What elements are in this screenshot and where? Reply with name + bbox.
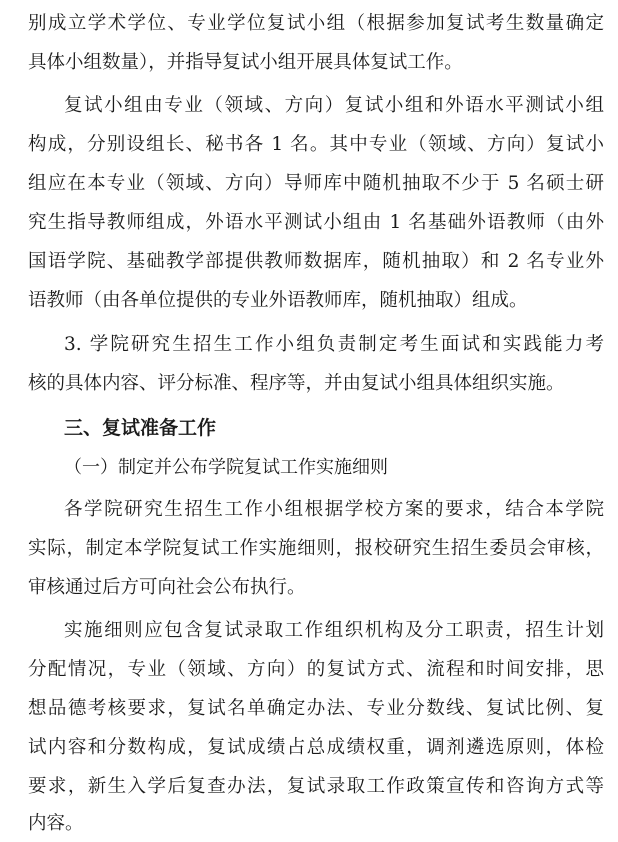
paragraph-line: 别成立学术学位、专业学位复试小组（根据参加复试考生数量确定 bbox=[28, 13, 604, 34]
paragraph-line: 要求，新生入学后复查办法，复试录取工作政策宣传和咨询方式等 bbox=[28, 776, 604, 797]
paragraph-line: 想品德考核要求，复试名单确定办法、专业分数线、复试比例、复 bbox=[28, 698, 604, 719]
paragraph-line: 各学院研究生招生工作小组根据学校方案的要求，结合本学院 bbox=[64, 499, 604, 520]
subsection-heading: （一）制定并公布学院复试工作实施细则 bbox=[64, 457, 388, 478]
paragraph-line: 实际，制定本学院复试工作实施细则，报校研究生招生委员会审核， bbox=[28, 538, 604, 559]
paragraph-line: 复试小组由专业（领域、方向）复试小组和外语水平测试小组 bbox=[64, 95, 604, 116]
paragraph-line: 分配情况，专业（领域、方向）的复试方式、流程和时间安排，思 bbox=[28, 659, 604, 680]
section-heading: 三、复试准备工作 bbox=[64, 417, 217, 439]
paragraph-line: 3. 学院研究生招生工作小组负责制定考生面试和实践能力考 bbox=[64, 334, 604, 355]
paragraph-line: 国语学院、基础教学部提供教师数据库，随机抽取）和 2 名专业外 bbox=[28, 251, 604, 272]
paragraph-line: 实施细则应包含复试录取工作组织机构及分工职责，招生计划 bbox=[64, 620, 604, 641]
paragraph-line: 究生指导教师组成，外语水平测试小组由 1 名基础外语教师（由外 bbox=[28, 212, 604, 233]
paragraph-line: 内容。 bbox=[28, 813, 84, 834]
paragraph-line: 试内容和分数构成，复试成绩占总成绩权重，调剂遴选原则，体检 bbox=[28, 737, 604, 758]
paragraph-line: 构成，分别设组长、秘书各 1 名。其中专业（领域、方向）复试小 bbox=[28, 134, 604, 155]
paragraph-line: 审核通过后方可向社会公布执行。 bbox=[28, 577, 306, 598]
paragraph-line: 组应在本专业（领域、方向）导师库中随机抽取不少于 5 名硕士研 bbox=[28, 173, 604, 194]
paragraph-line: 具体小组数量），并指导复试小组开展具体复试工作。 bbox=[28, 52, 463, 73]
paragraph-line: 核的具体内容、评分标准、程序等，并由复试小组具体组织实施。 bbox=[28, 373, 565, 394]
paragraph-line: 语教师（由各单位提供的专业外语教师库，随机抽取）组成。 bbox=[28, 290, 528, 311]
